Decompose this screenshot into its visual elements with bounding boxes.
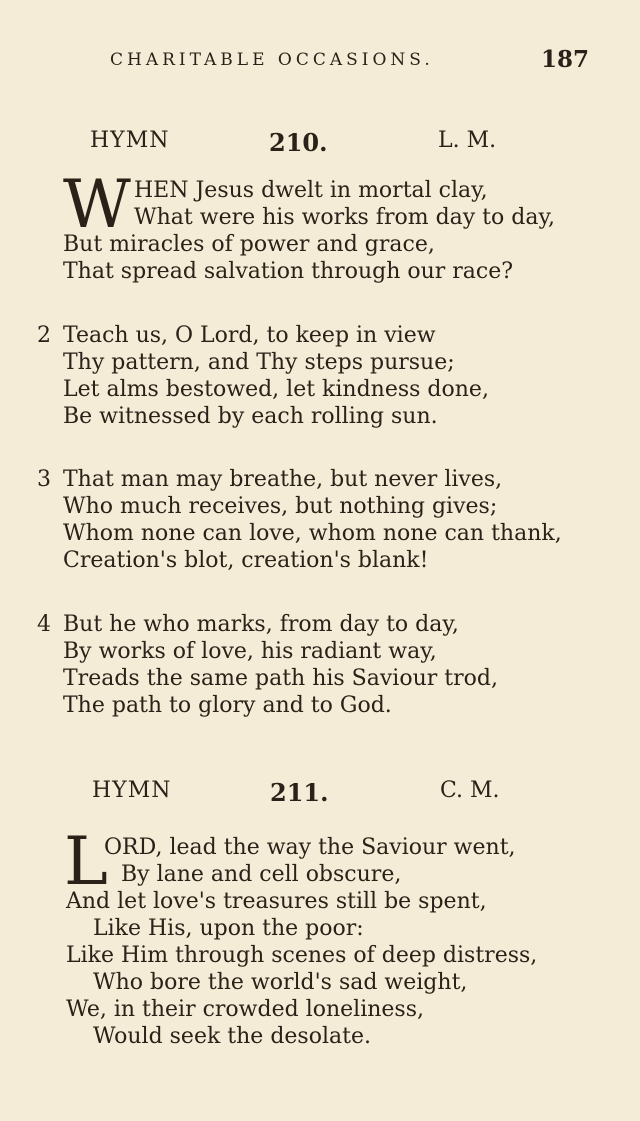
verse-line: ORD, lead the way the Saviour went, — [104, 835, 516, 860]
verse-line: We, in their crowded loneliness, — [66, 997, 424, 1022]
stanza-number: 2 — [37, 323, 51, 348]
drop-cap: W — [63, 166, 131, 243]
verse-line: Would seek the desolate. — [93, 1024, 371, 1049]
hymn-number: 211. — [270, 778, 329, 807]
verse-line: By lane and cell obscure, — [121, 862, 402, 887]
stanza-number: 3 — [37, 467, 51, 492]
verse-line: By works of love, his radiant way, — [63, 639, 437, 664]
verse-line: And let love's treasures still be spent, — [66, 889, 487, 914]
stanza-number: 4 — [37, 612, 51, 637]
verse-line: The path to glory and to God. — [63, 693, 392, 718]
hymn-label: HYMN — [92, 778, 172, 803]
verse-line: Let alms bestowed, let kindness done, — [63, 377, 489, 402]
verse-line: Thy pattern, and Thy steps pursue; — [63, 350, 455, 375]
verse-line: Whom none can love, whom none can thank, — [63, 521, 562, 546]
verse-line: Teach us, O Lord, to keep in view — [63, 323, 436, 348]
verse-line: Who bore the world's sad weight, — [93, 970, 468, 995]
hymn-meter: C. M. — [440, 778, 500, 803]
verse-line: But he who marks, from day to day, — [63, 612, 459, 637]
verse-line: Like Him through scenes of deep distress, — [66, 943, 538, 968]
verse-line: Creation's blot, creation's blank! — [63, 548, 429, 573]
verse-line: What were his works from day to day, — [134, 205, 555, 230]
hymn-number: 210. — [269, 128, 328, 157]
hymn-211-heading — [0, 778, 640, 812]
verse-line: Like His, upon the poor: — [93, 916, 364, 941]
verse-line: HEN Jesus dwelt in mortal clay, — [134, 178, 488, 203]
drop-cap: L — [64, 823, 108, 900]
verse-line: Be witnessed by each rolling sun. — [63, 404, 438, 429]
hymn-meter: L. M. — [438, 128, 497, 153]
page-header — [0, 46, 640, 80]
verse-line: That man may breathe, but never lives, — [63, 467, 503, 492]
hymn-210-heading — [0, 128, 640, 162]
verse-line: Who much receives, but nothing gives; — [63, 494, 498, 519]
verse-line: That spread salvation through our race? — [63, 259, 514, 284]
hymn-label: HYMN — [90, 128, 170, 153]
page-number: 187 — [541, 46, 590, 73]
verse-line: Treads the same path his Saviour trod, — [63, 666, 498, 691]
verse-line: But miracles of power and grace, — [63, 232, 435, 257]
running-title: CHARITABLE OCCASIONS. — [110, 50, 434, 70]
